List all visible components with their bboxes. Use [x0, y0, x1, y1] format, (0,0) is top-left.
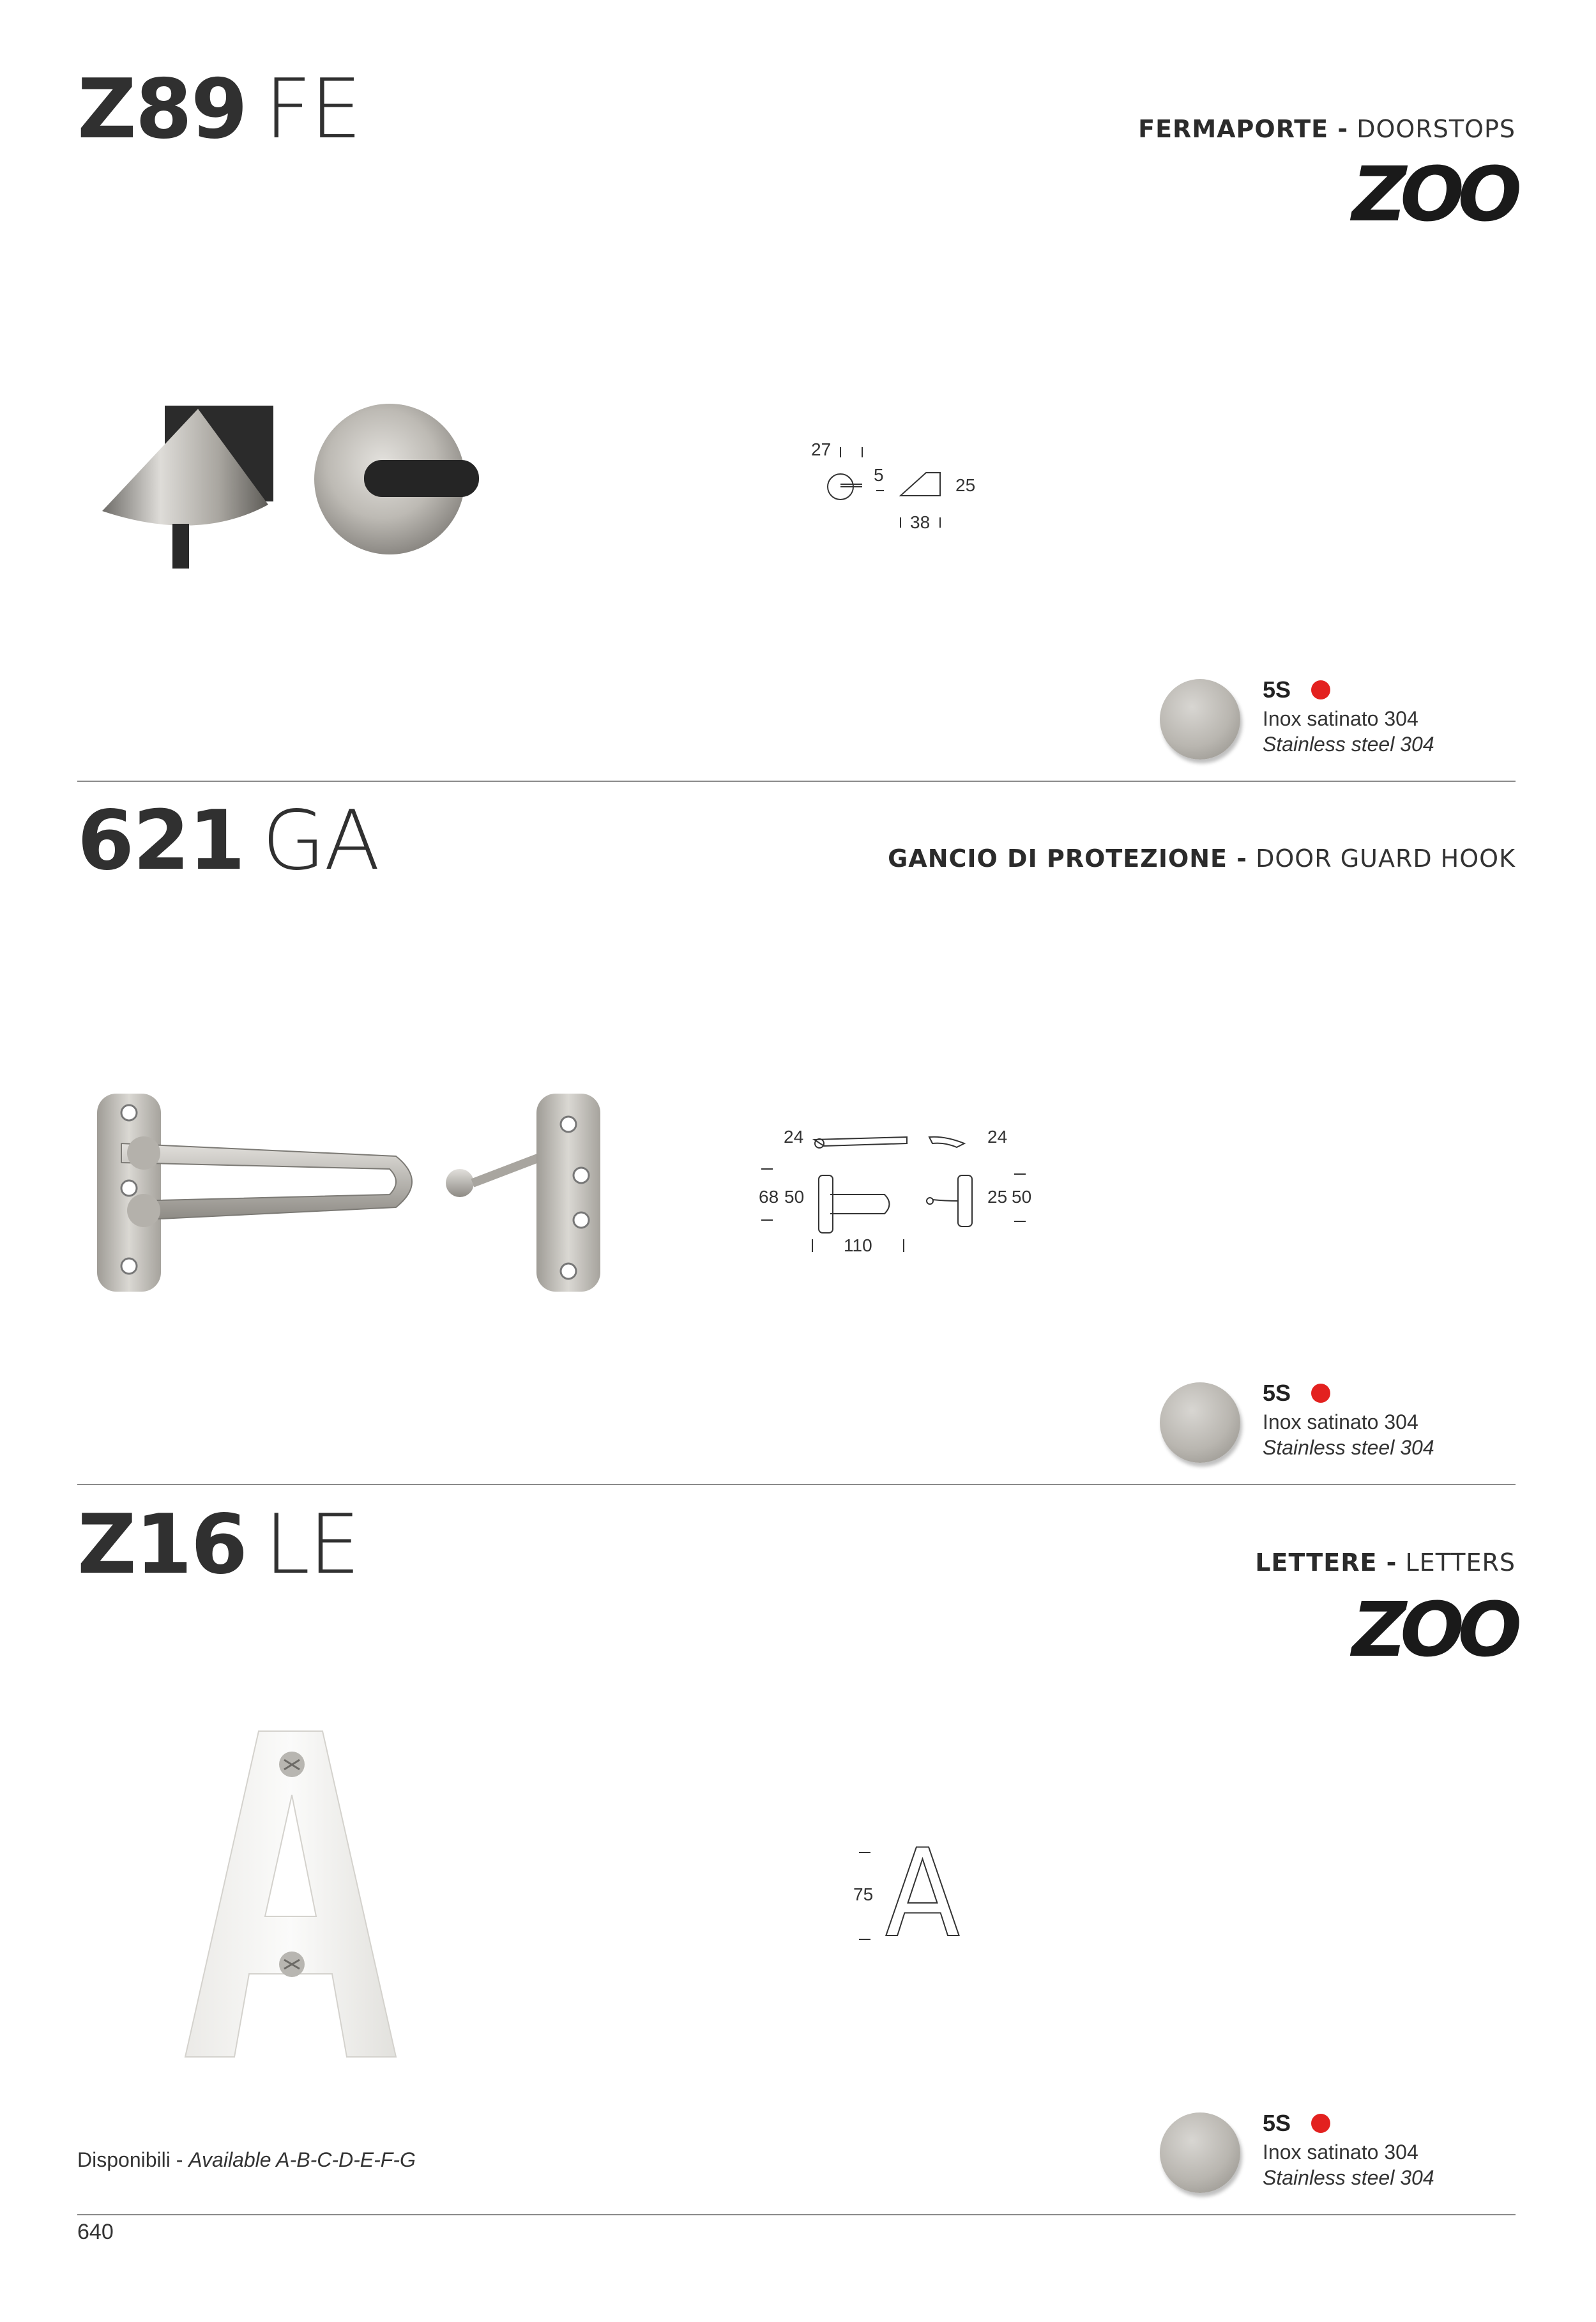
- finish-availability-dot: [1311, 1384, 1330, 1403]
- dimension-label: 68: [759, 1187, 779, 1207]
- zoo-logo: ZOO: [1351, 1585, 1516, 1674]
- category-english: DOOR GUARD HOOK: [1256, 844, 1516, 873]
- finish-availability-dot: [1311, 680, 1330, 699]
- product-code-bold: Z89: [77, 62, 247, 157]
- product-category: [888, 844, 1516, 873]
- product-code-bold: 621: [77, 793, 245, 889]
- finish-swatch: [1160, 2112, 1240, 2193]
- availability-note: [77, 2148, 416, 2172]
- dimension-label: 38: [910, 512, 931, 532]
- finish-code: 5S: [1263, 676, 1291, 703]
- section-divider: [77, 2214, 1516, 2215]
- product-code-suffix: GA: [262, 793, 379, 889]
- dimension-label: 24: [987, 1127, 1008, 1147]
- category-english: DOORSTOPS: [1357, 115, 1516, 143]
- finish-code: 5S: [1263, 1380, 1291, 1406]
- category-italian: LETTERE -: [1255, 1548, 1397, 1577]
- finish-availability-dot: [1311, 2114, 1330, 2133]
- finish-name-italian: Inox satinato 304: [1263, 2141, 1418, 2164]
- door-guard-product-photo: [96, 1086, 619, 1297]
- product-category: [1138, 115, 1516, 143]
- category-italian: GANCIO DI PROTEZIONE -: [888, 844, 1248, 873]
- doorstop-product-photo: [89, 396, 498, 575]
- finish-name-italian: Inox satinato 304: [1263, 707, 1418, 730]
- section-divider: [77, 781, 1516, 782]
- product-code-suffix: FE: [264, 62, 361, 157]
- category-english: LETTERS: [1405, 1548, 1516, 1577]
- finish-code: 5S: [1263, 2110, 1291, 2136]
- finish-name-english: Stainless steel 304: [1263, 2166, 1434, 2189]
- product-code: [77, 1497, 360, 1593]
- finish-swatch: [1160, 679, 1240, 760]
- page-number: 640: [77, 2220, 114, 2244]
- dimension-label: 110: [844, 1235, 872, 1255]
- dimension-label: 25: [955, 475, 976, 495]
- dimension-label: 50: [1012, 1187, 1032, 1207]
- dimension-label: 50: [784, 1187, 805, 1207]
- dimension-label: 24: [784, 1127, 804, 1147]
- availability-english: Available A-B-C-D-E-F-G: [188, 2148, 416, 2171]
- product-code-bold: Z16: [77, 1497, 247, 1593]
- category-italian: FERMAPORTE -: [1138, 115, 1349, 143]
- dimension-label: 5: [874, 465, 884, 485]
- letter-outline-glyph: A: [885, 1823, 960, 1964]
- finish-name-italian: Inox satinato 304: [1263, 1410, 1418, 1433]
- finish-name-english: Stainless steel 304: [1263, 733, 1434, 756]
- product-code: [77, 793, 379, 889]
- product-code-suffix: LE: [264, 1497, 360, 1593]
- dimension-label: 27: [811, 439, 832, 459]
- zoo-logo: ZOO: [1351, 150, 1516, 238]
- dimension-label: 75: [853, 1884, 874, 1904]
- availability-italian: Disponibili -: [77, 2148, 183, 2171]
- dimension-label: 25: [987, 1187, 1008, 1207]
- letter-product-photo: [176, 1725, 406, 2063]
- finish-swatch: [1160, 1382, 1240, 1463]
- finish-name-english: Stainless steel 304: [1263, 1436, 1434, 1459]
- product-code: [77, 62, 361, 157]
- product-category: [1255, 1548, 1516, 1577]
- section-divider: [77, 1484, 1516, 1485]
